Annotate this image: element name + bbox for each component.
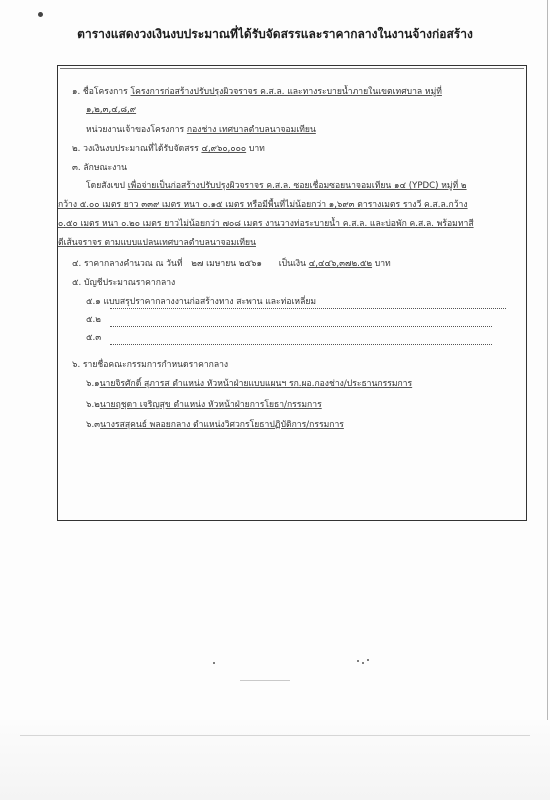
scan-speck: [367, 659, 369, 661]
item1-agency-label: หน่วยงานเจ้าของโครงการ: [86, 125, 185, 135]
item4-label: ราคากลางคำนวณ ณ วันที่: [83, 259, 183, 269]
item1-agency-row: [86, 125, 316, 136]
item2-unit: บาท: [248, 144, 265, 154]
item4-amount: ๔,๔๔๖,๓๗๒.๕๒: [308, 259, 373, 269]
item5-number: ๕.: [72, 278, 82, 288]
item1-number: ๑.: [72, 87, 81, 97]
item5-sub-row-2-dotline: [110, 326, 492, 327]
scan-speck: [213, 662, 215, 664]
document-title: ตารางแสดงวงเงินงบประมาณที่ได้รับจัดสรรและราคากลางในงานจ้างก่อสร้าง: [77, 27, 473, 41]
item5-sub-row-1-dotline: [110, 308, 506, 309]
item4-amount-label: เป็นเงิน: [278, 259, 306, 269]
item3-row: [72, 163, 127, 174]
item4-unit: บาท: [374, 259, 391, 269]
item3-desc-line1: [86, 181, 467, 192]
item3-desc-line2: กว้าง ๕.๐๐ เมตร ยาว ๓๓๙ เมตร หนา ๐.๑๕ เมตร หรือมีพื้นที่ไม่น้อยกว่า ๑,๖๙๓ ตารางเมตร รางวี ค.ส.ล.กว้าง: [58, 200, 468, 210]
scan-mark: [20, 735, 530, 736]
item5-row: [72, 278, 175, 289]
item2-value: ๔,๙๖๐,๐๐๐: [201, 144, 247, 154]
item6-sub-number: ๖.๓: [86, 420, 101, 430]
item6-sub-text: นายฤชุดา เจริญสุข ตำแหน่ง หัวหน้าฝ่ายการโยธา/กรรมการ: [99, 400, 322, 410]
item6-sub-row-3: [86, 420, 344, 431]
item2-row: [72, 144, 265, 155]
item3-desc-text: เพื่อจ่ายเป็นก่อสร้างปรับปรุงผิวจราจร ค.ส.ล. ซอยเชื่อมซอยนาจอมเทียน ๑๔ (YPDC) หมู่ที่ ๒: [127, 181, 467, 191]
frame-inner-line: [60, 68, 524, 69]
item1-value: โครงการก่อสร้างปรับปรุงผิวจราจร ค.ส.ล. และทางระบายน้ำภายในเขตเทศบาล หมู่ที่: [130, 87, 442, 97]
item2-label: วงเงินงบประมาณที่ได้รับจัดสรร: [83, 144, 199, 154]
item6-sub-number: ๖.๒: [86, 400, 100, 410]
item3-number: ๓.: [72, 163, 81, 173]
item6-sub-row-1: [86, 379, 412, 390]
item6-sub-text: นายจิรศักดิ์ สุภารส ตำแหน่ง หัวหน้าฝ่ายแบบแผนฯ รก.ผอ.กองช่าง/ประธานกรรมการ: [99, 379, 413, 389]
scan-mark: [240, 680, 290, 681]
scan-bottom-band: [0, 720, 550, 800]
item4-date: ๒๗ เมษายน ๒๕๖๑: [191, 259, 262, 269]
item6-row: [72, 360, 228, 371]
item5-sub-row-1: [86, 297, 316, 308]
item6-sub-number: ๖.๑: [86, 379, 100, 389]
item6-sub-text: นางรสสุคนธ์ พลอยกลาง ตำแหน่งวิศวกรโยธาปฏิบัติการ/กรรมการ: [100, 420, 344, 430]
item3-label: ลักษณะงาน: [83, 163, 127, 173]
item5-sub-row-3: [86, 333, 101, 344]
item2-number: ๒.: [72, 144, 81, 154]
item4-row: [72, 259, 391, 270]
item5-sub-number: ๕.๑: [86, 297, 101, 307]
item5-sub-row-3-dotline: [110, 344, 492, 345]
item6-label: รายชื่อคณะกรรมการกำหนดราคากลาง: [82, 360, 229, 370]
item1-value-cont: ๑,๒,๓,๔,๘,๙: [86, 105, 137, 115]
scan-speck: [362, 662, 364, 664]
item3-desc-prefix: โดยสังเขป: [86, 181, 125, 191]
item6-number: ๖.: [72, 360, 81, 370]
item1-label: ชื่อโครงการ: [82, 87, 128, 97]
item3-desc-line4: ตีเส้นจราจร ตามแบบแปลนเทศบาลตำบลนาจอมเทียน: [58, 238, 256, 248]
item5-sub-number: ๕.๒: [86, 315, 101, 325]
punch-hole-mark: [38, 12, 43, 17]
item5-sub-row-2: [86, 315, 101, 326]
item5-label: บัญชีประมาณราคากลาง: [83, 278, 176, 288]
item5-sub-number: ๕.๓: [86, 333, 102, 343]
scan-speck: [357, 660, 359, 662]
item3-desc-line3: ๐.๕๐ เมตร หนา ๐.๒๐ เมตร ยาวไม่น้อยกว่า ๗๐๘ เมตร งานวางท่อระบายน้ำ ค.ส.ล. และบ่อพัก ค.ส.ล. พร้อมทาสี: [58, 219, 474, 229]
scan-edge-line: [547, 0, 548, 800]
item4-number: ๔.: [72, 259, 82, 269]
item6-sub-row-2: [86, 400, 322, 411]
item1-agency-value: กองช่าง เทศบาลตำบลนาจอมเทียน: [186, 125, 316, 135]
item1-row: [72, 87, 442, 98]
item5-sub-text: แบบสรุปราคากลางงานก่อสร้างทาง สะพาน และท่อเหลี่ยม: [103, 297, 317, 307]
